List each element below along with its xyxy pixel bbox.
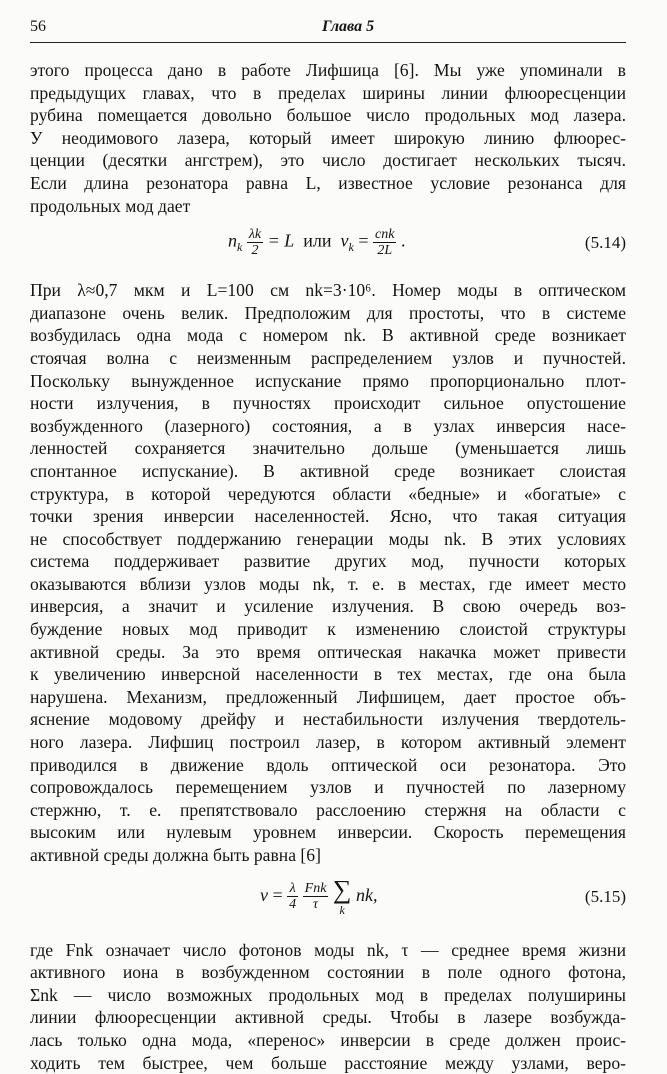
text-line: Σnk — число возможных продольных мод в пределах полуширины (30, 984, 626, 1005)
sum-symbol: ∑ (332, 874, 352, 904)
page-number: 56 (30, 18, 46, 35)
text-line: ценции (десятки ангстрем), это число достигает нескольких тысяч. (30, 150, 626, 171)
text-line: Если длина резонатора равна L, известное условие резонанса для (30, 172, 626, 193)
text-line: активного иона в возбужденном состоянии в поле одного фотона, (30, 962, 626, 983)
eq-word-or: или (303, 230, 332, 251)
paragraph-3 (30, 939, 626, 1074)
text-line: приводился в движение вдоль оптической оси резонатора. Это (30, 754, 626, 775)
fraction-denominator: 2 (251, 243, 259, 259)
eq-equals: = (272, 884, 283, 905)
text-line: сопровождалось перемещением узлов и пучностей по лазерному (30, 777, 626, 798)
text-line: инверсия, а значит и усиление излучения. В свою очередь воз- (30, 596, 626, 617)
text-line: предыдущих главах, что в пределах ширины линии флюоресценции (30, 82, 626, 103)
text-line: ленностей сохраняется значительно дольше (уменьшается лишь (30, 438, 626, 459)
fraction-lambda-over-2 (247, 227, 263, 258)
sum-index: k (339, 902, 345, 917)
text-line: нарушена. Механизм, предложенный Лифшицем, дает простое объ- (30, 686, 626, 707)
text-line: не способствует поддержанию генерации моды nk. В этих условиях (30, 528, 626, 549)
body-text (30, 59, 626, 1074)
eq-sub-k: k (237, 240, 243, 255)
text-line: структура, в которой чередуются области «бедные» и «богатые» с (30, 483, 626, 504)
paragraph-1 (30, 59, 626, 217)
summation (332, 874, 352, 917)
text-line: этого процесса дано в работе Лифшица [6]. Мы уже упоминали в (30, 60, 626, 80)
text-line: оказываются вблизи узлов моды nk, т. е. в местах, где имеет место (30, 573, 626, 594)
eq-var-v: v (260, 884, 268, 905)
text-line: система поддерживает развитие других мод, пучности которых (30, 551, 626, 572)
fraction-numerator: λk (248, 227, 262, 243)
text-line: стоячая волна с неизменным распределением узлов и пучностей. (30, 347, 626, 368)
text-line: У неодимового лазера, который имеет широкую линию флюорес- (30, 127, 626, 148)
eq-sub-k: k (348, 240, 354, 255)
text-line: рубина помещается довольно большое число продольных мод лазера. (30, 105, 626, 126)
equation-number: (5.14) (584, 233, 626, 253)
equation-5-15 (30, 871, 626, 931)
fraction-cn-over-2L (373, 227, 396, 258)
text-line: точки зрения инверсии населенностей. Ясно, что такая ситуация (30, 506, 626, 527)
text-line: возбужденного (лазерного) состояния, а в узлах инверсия насе- (30, 415, 626, 436)
text-line: стержню, т. е. препятствовало расслоению стержня на области с (30, 799, 626, 820)
text-line: к увеличению инверсной населенности в тех местах, где она была (30, 664, 626, 685)
fraction-numerator: Fnk (304, 881, 327, 897)
equation-5-14 (30, 223, 626, 269)
text-line: лась только одна мода, «перенос» инверсии в среде должен проис- (30, 1029, 626, 1050)
equation-formula (260, 874, 378, 917)
fraction-denominator: 2L (377, 243, 393, 259)
text-line: При λ≈0,7 мкм и L=100 см nk=3·10⁶. Номер моды в оптическом (30, 280, 626, 301)
text-line: спонтанное испускание). В активной среде возникает слоистая (30, 460, 626, 481)
chapter-title: Глава 5 (322, 18, 375, 35)
paragraph-2 (30, 279, 626, 866)
text-line: яснение модовому дрейфу и нестабильности излучения твердотель- (30, 709, 626, 730)
text-line: ходить тем быстрее, чем больше расстояние между узлами, веро- (30, 1052, 626, 1073)
text-line: Поскольку вынужденное испускание прямо пропорционально плот- (30, 370, 626, 391)
text-line: продольных мод дает (30, 195, 191, 216)
fraction-F-over-tau (303, 881, 329, 912)
text-line: возбудилась одна мода с номером nk. В активной среде возникает (30, 325, 626, 346)
fraction-denominator: 4 (289, 897, 297, 913)
text-line: буждение новых мод приводит к изменению слоистой структуры (30, 619, 626, 640)
eq-var-nu: ν (340, 230, 349, 251)
fraction-numerator: cnk (375, 227, 395, 243)
text-line: активной среды. За это время оптическая накачка может привести (30, 641, 626, 662)
text-line: высоким или нулевым уровнем инверсии. Скорость перемещения (30, 822, 626, 843)
text-line: диапазоне очень велик. Предположим для простоты, что в системе (30, 302, 626, 323)
text-line: где Fnk означает число фотонов моды nk, τ — среднее время жизни (30, 939, 626, 960)
equation-formula (228, 227, 405, 258)
running-header (30, 18, 626, 43)
equation-number: (5.15) (584, 886, 626, 906)
eq-equals-L: = L (267, 230, 295, 251)
eq-period: . (400, 230, 406, 251)
eq-equals: = (358, 230, 369, 251)
fraction-lambda-over-4 (287, 881, 298, 912)
text-line: ного лазера. Лифшиц построил лазер, в котором активный элемент (30, 732, 626, 753)
fraction-denominator: τ (313, 897, 319, 913)
text-line: линии флюоресценции активной среды. Чтобы в лазере возбужда- (30, 1007, 626, 1028)
eq-term-nk: nk, (355, 884, 378, 905)
text-line: активной среды должна быть равна [6] (30, 845, 321, 865)
fraction-numerator: λ (287, 881, 298, 897)
text-line: ности излучения, в пучностях происходит сильное опустошение (30, 393, 626, 414)
eq-var-n: n (228, 230, 237, 251)
